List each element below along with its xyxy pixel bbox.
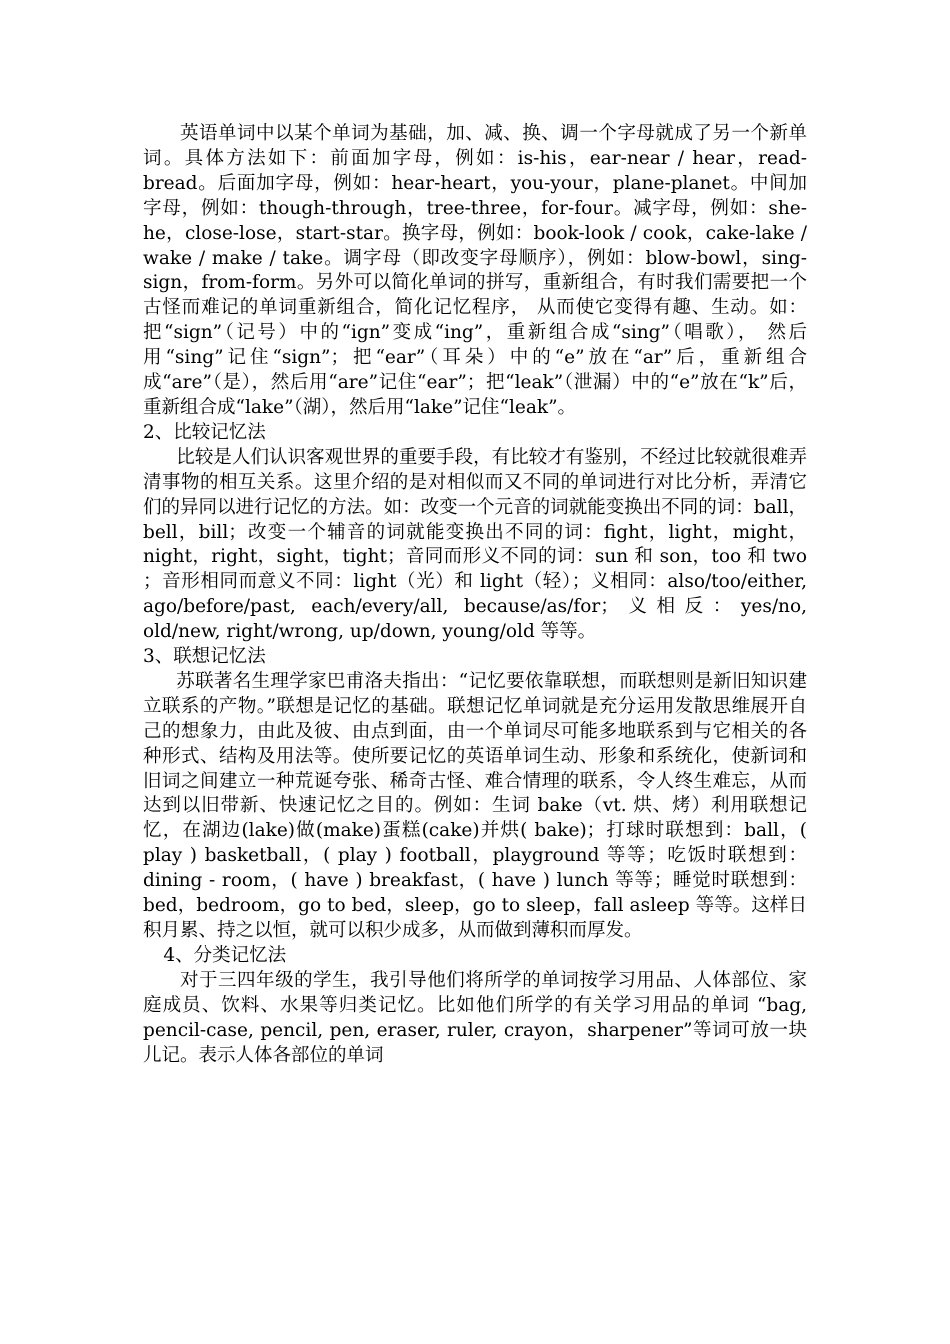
heading-comparison-method: 2、比较记忆法 [143,421,266,443]
paragraph-association-method: 苏联著名生理学家巴甫洛夫指出：“记忆要依靠联想，而联想则是新旧知识建立联系的产物。”联想是记忆的基础。联想记忆单词就是充分运用发散思维展开自己的想象力，由此及彼、由点到面，由一个单词尽可能多地联系到与它相关的各种形式、结构及用法等。使所要记忆的英语单词生动、形象和系统化，使新词和旧词之间建立一种荒诞夸张、稀奇古怪、难合情理的联系，令人终生难忘，从而达到以旧带新、快速记忆之目的。例如：生词 bake（vt. 烘、烤）利用联想记忆，在湖边(lake)做(make)蛋糕(cake)并烘( bake)；打球时联想到：ball，( play ) basketball，( play ) football，playground 等等；吃饭时联想到：dining - room，( have ) breakfast，( have ) lunch 等等；睡觉时联想到：bed，bedroom，go to bed，sleep，go to sleep，fall asleep 等等。这样日积月累、持之以恒，就可以积少成多，从而做到薄积而厚发。 [143,670,807,941]
paragraph-word-formation: 英语单词中以某个单词为基础，加、减、换、调一个字母就成了另一个新单词。具体方法如下：前面加字母，例如：is-his，ear-near / hear，read-bread。后面加字母，例如：hear-heart，you-your，plane-planet。中间加字母，例如：though-through，tree-three，for-four。减字母，例如：she-he，close-lose，start-star。换字母，例如：book-look / cook，cake-lake / wake / make / take。调字母（即改变字母顺序），例如：blow-bowl，sing-sign，from-form。另外可以简化单词的拼写，重新组合，有时我们需要把一个古怪而难记的单词重新组合，简化记忆程序， 从而使它变得有趣、生动。如：把“sign”（记号）中的“ign”变成“ing”，重新组合成“sing”（唱歌）， 然后用“sing”记住“sign”；把“ear”（耳朵）中的“e”放在“ar”后，重新组合成“are”（是），然后用“are”记住“ear”；把“leak”（泄漏）中的“e”放在“k”后，重新组合成“lake”（湖），然后用“lake”记住“leak”。 [143,123,807,418]
document-page [143,122,807,1068]
heading-association-method: 3、联想记忆法 [143,646,266,668]
paragraph-classification-method: 对于三四年级的学生，我引导他们将所学的单词按学习用品、人体部位、家庭成员、饮料、水果等归类记忆。比如他们所学的有关学习用品的单词 “bag, pencil-case, pencil, pen, eraser, ruler, crayon，sharpener”等词可放一块儿记。表示人体各部位的单词 [143,969,807,1066]
heading-classification-method: 4、分类记忆法 [163,944,287,966]
paragraph-comparison-method: 比较是人们认识客观世界的重要手段，有比较才有鉴别，不经过比较就很难弄清事物的相互关系。这里介绍的是对相似而又不同的单词进行对比分析，弄清它们的异同以进行记忆的方法。如：改变一个元音的词就能变换出不同的词：ball，bell，bill；改变一个辅音的词就能变换出不同的词：fight，light，might，night，right，sight，tight；音同而形义不同的词：sun 和 son，too 和 two ；音形相同而意义不同：light（光）和 light（轻）；义相同：also/too/either, ago/before/past, each/every/all, because/as/for；义相反：yes/no, old/new, right/wrong, up/down, young/old 等等。 [143,446,807,643]
